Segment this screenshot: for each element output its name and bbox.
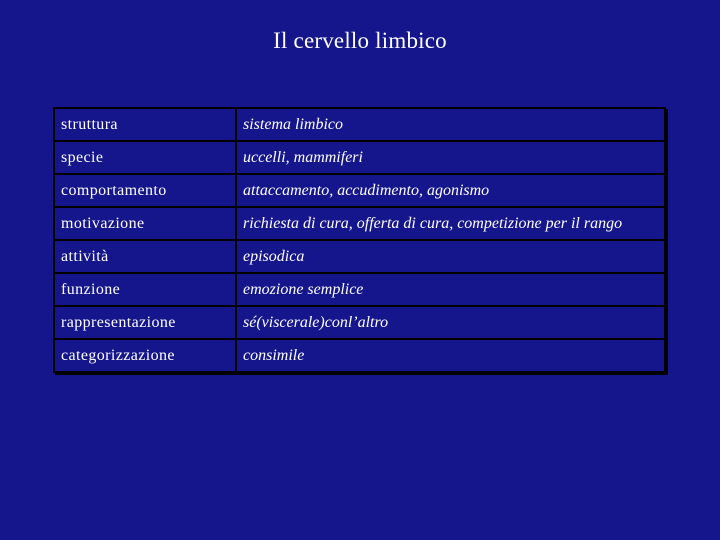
table-row xyxy=(54,141,665,174)
row-value: uccelli, mammiferi xyxy=(236,141,665,174)
row-label: motivazione xyxy=(54,207,236,240)
row-value: emozione semplice xyxy=(236,273,665,306)
table-row xyxy=(54,273,665,306)
table-row xyxy=(54,306,665,339)
row-label: struttura xyxy=(54,108,236,141)
row-value: episodica xyxy=(236,240,665,273)
row-value: sistema limbico xyxy=(236,108,665,141)
row-label: categorizzazione xyxy=(54,339,236,372)
row-label: funzione xyxy=(54,273,236,306)
row-label: attività xyxy=(54,240,236,273)
row-label: specie xyxy=(54,141,236,174)
row-value: sé(viscerale)conl’altro xyxy=(236,306,665,339)
table-row xyxy=(54,207,665,240)
table-row xyxy=(54,174,665,207)
slide-title: Il cervello limbico xyxy=(273,28,447,53)
properties-table xyxy=(53,107,666,373)
row-value: attaccamento, accudimento, agonismo xyxy=(236,174,665,207)
limbic-brain-table xyxy=(53,107,666,373)
table-row xyxy=(54,339,665,372)
table-row xyxy=(54,240,665,273)
row-value: consimile xyxy=(236,339,665,372)
table-row xyxy=(54,108,665,141)
row-label: comportamento xyxy=(54,174,236,207)
row-value: richiesta di cura, offerta di cura, competizione per il rango xyxy=(236,207,665,240)
row-label: rappresentazione xyxy=(54,306,236,339)
